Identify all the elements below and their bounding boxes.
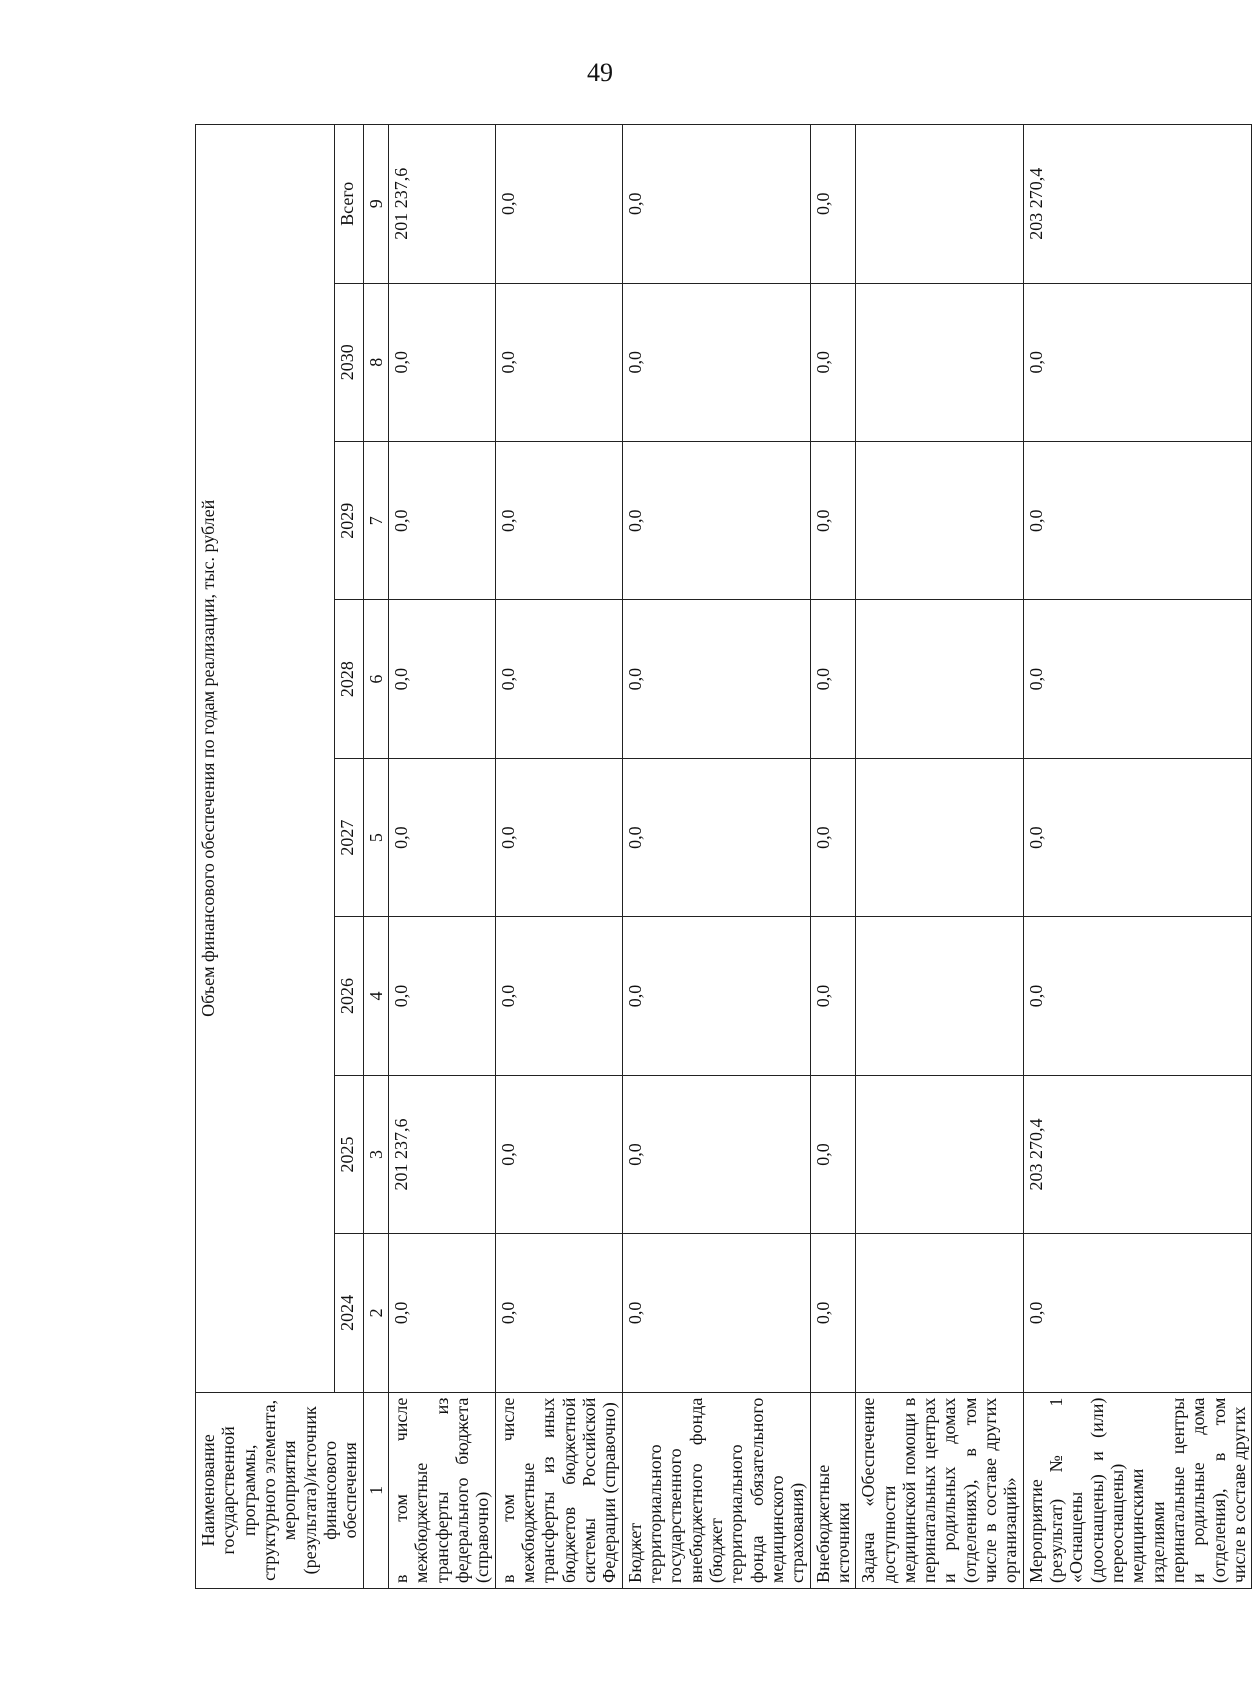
column-index: 5: [363, 758, 388, 916]
value-cell: 0,0: [810, 917, 856, 1075]
header-year: 2025: [335, 1075, 363, 1233]
value-cell: 0,0: [388, 758, 495, 916]
value-cell: 0,0: [810, 1234, 856, 1392]
table-row: [810, 125, 856, 1589]
value-cell: 0,0: [495, 1075, 622, 1233]
value-cell: 0,0: [495, 917, 622, 1075]
value-cell: 0,0: [810, 600, 856, 758]
value-cell: 0,0: [495, 442, 622, 600]
value-cell: [856, 1234, 1024, 1392]
value-cell: 0,0: [810, 442, 856, 600]
value-cell: 0,0: [622, 442, 810, 600]
row-name: Внебюджетные источники: [810, 1392, 856, 1588]
value-cell: [856, 442, 1024, 600]
column-index: 1: [363, 1392, 388, 1588]
value-cell: 0,0: [1023, 600, 1252, 758]
row-name: в том числе межбюджетные трансферты из иных бюджетов бюджетной системы Российской Федерации (справочно): [495, 1392, 622, 1588]
row-name: в том числе межбюджетные трансферты из федерального бюджета (справочно): [388, 1392, 495, 1588]
table-row: [622, 125, 810, 1589]
header-volume: Объем финансового обеспечения по годам реализации, тыс. рублей: [196, 125, 335, 1393]
column-index: 8: [363, 283, 388, 441]
value-cell: 0,0: [622, 1234, 810, 1392]
value-cell: 0,0: [388, 917, 495, 1075]
header-year: 2027: [335, 758, 363, 916]
row-name: Задача «Обеспечение доступности медицинской помощи в перинатальных центрах и родильных домах (отделениях), в том числе в составе других организаций»: [856, 1392, 1024, 1588]
value-cell: [856, 600, 1024, 758]
value-cell: 0,0: [495, 1234, 622, 1392]
value-cell: [856, 917, 1024, 1075]
financing-table: [195, 124, 1252, 1589]
header-year: 2030: [335, 283, 363, 441]
value-cell: 0,0: [810, 1075, 856, 1233]
value-cell: [856, 283, 1024, 441]
value-cell: 0,0: [810, 125, 856, 284]
header-year: 2026: [335, 917, 363, 1075]
value-cell: 0,0: [622, 600, 810, 758]
row-name: Бюджет территориального государственного внебюджетного фонда (бюджет территориального фонда обязательного медицинского страхования): [622, 1392, 810, 1588]
value-cell: 0,0: [622, 125, 810, 284]
header-name-column: Наименование государственной программы, структурного элемента, мероприятия (результата)/источник финансового обеспечения: [196, 1392, 364, 1588]
value-cell: 0,0: [1023, 917, 1252, 1075]
value-cell: 0,0: [810, 283, 856, 441]
column-index: 6: [363, 600, 388, 758]
table-wrapper: [195, 124, 1250, 1589]
value-cell: 0,0: [495, 758, 622, 916]
table-row: [388, 125, 495, 1589]
value-cell: 0,0: [495, 283, 622, 441]
value-cell: 0,0: [622, 917, 810, 1075]
value-cell: 0,0: [622, 1075, 810, 1233]
value-cell: [856, 125, 1024, 284]
table-row: [495, 125, 622, 1589]
header-year: 2029: [335, 442, 363, 600]
value-cell: 0,0: [1023, 283, 1252, 441]
column-index: 3: [363, 1075, 388, 1233]
value-cell: 0,0: [388, 600, 495, 758]
value-cell: 0,0: [495, 125, 622, 284]
value-cell: 0,0: [495, 600, 622, 758]
value-cell: 203 270,4: [1023, 125, 1252, 284]
column-index: 9: [363, 125, 388, 284]
value-cell: 0,0: [388, 283, 495, 441]
header-total: Всего: [335, 125, 363, 284]
value-cell: 203 270,4: [1023, 1075, 1252, 1233]
value-cell: 201 237,6: [388, 1075, 495, 1233]
value-cell: [856, 758, 1024, 916]
value-cell: 0,0: [1023, 758, 1252, 916]
header-year: 2028: [335, 600, 363, 758]
value-cell: 0,0: [388, 1234, 495, 1392]
value-cell: 0,0: [1023, 442, 1252, 600]
value-cell: 0,0: [388, 442, 495, 600]
value-cell: 0,0: [622, 758, 810, 916]
value-cell: 0,0: [810, 758, 856, 916]
column-index: 7: [363, 442, 388, 600]
header-year: 2024: [335, 1234, 363, 1392]
value-cell: 0,0: [1023, 1234, 1252, 1392]
table-row: [856, 125, 1024, 1589]
table-row: [1023, 125, 1252, 1589]
column-index: 4: [363, 917, 388, 1075]
value-cell: 201 237,6: [388, 125, 495, 284]
column-index: 2: [363, 1234, 388, 1392]
value-cell: [856, 1075, 1024, 1233]
value-cell: 0,0: [622, 283, 810, 441]
page-number: 49: [587, 58, 613, 87]
row-name: Мероприятие (результат) № 1 «Оснащены (дооснащены) и (или) переоснащены) медицинскими изделиями перинатальные центры и родильные дома (отделения), в том числе в составе других: [1023, 1392, 1252, 1588]
